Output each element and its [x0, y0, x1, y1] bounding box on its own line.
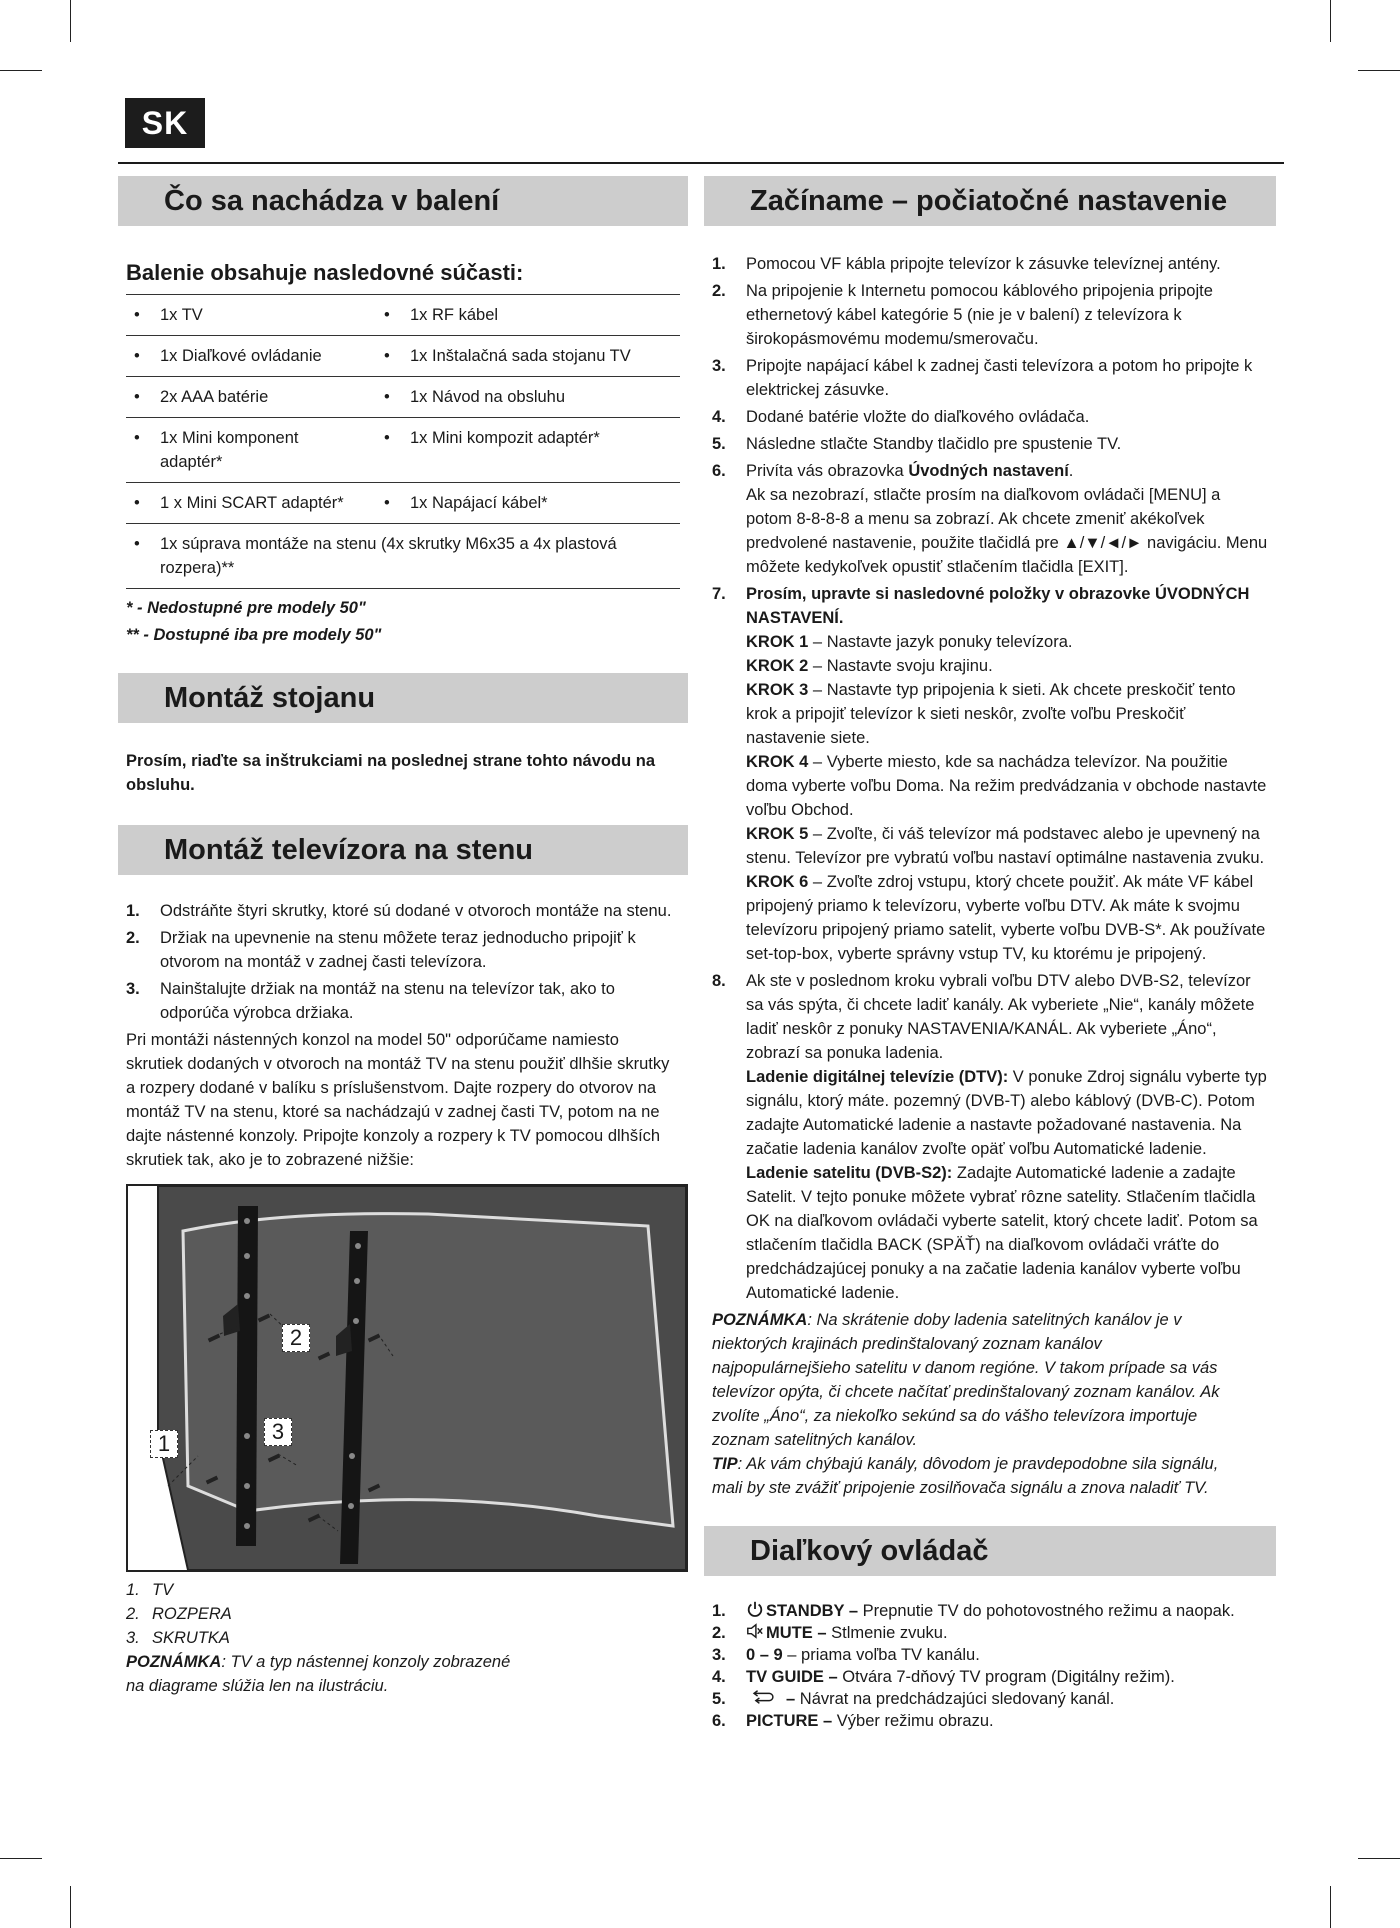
list-item: 3. Nainštalujte držiak na montáž na stenu na televízor tak, ako to odporúča výrobca držiaka.: [126, 980, 615, 1022]
list-item: 8. Ak ste v poslednom kroku vybrali voľbu DTV alebo DVB-S2, televízor sa vás spýta, či chcete ladiť kanály. Ak vyberiete „Nie“, kanály môžete ladiť neskôr z ponuky NASTAVENIA/KANÁL. Ak vyberiete „Áno“, zobrazí sa ponuka ladenia. Ladenie digitálnej televízie (DTV): V ponuke Zdroj signálu vyberte typ signálu, ktorý máte. pozemný (DVB-T) alebo káblový (DVB-C). Potom zadajte Automatické ladenie a nastavte požadované nastavenia. Na začatie ladenia kanálov zvoľte opäť voľbu Automatické ladenie. Ladenie satelitu (DVB-S2): Zadajte Automatické ladenie a zadajte Satelit. V tejto ponuke môžete vybrať rôzne satelity. Stlačením tlačidla OK na diaľkovom ovládači vyberte satelit, ktorý chcete ladiť. Potom sa stlačením tlačidla BACK (SPÄŤ) na diaľkovom ovládači vráťte do predchádzajúcej ponuky a na začatie ladenia kanálov vyberte voľbu Automatické ladenie.: [712, 972, 1267, 1302]
package-item: 1x RF kábel: [410, 306, 499, 324]
crop-mark: [70, 0, 71, 42]
package-table: [126, 294, 680, 589]
table-row: • 1 x Mini SCART adaptér* • 1x Napájací kábel*: [126, 483, 680, 524]
package-item: 1x Mini komponent adaptér*: [160, 429, 299, 471]
list-item: 5. Následne stlačte Standby tlačidlo pre spustenie TV.: [712, 435, 1122, 453]
list-item: 1. STANDBY – Prepnutie TV do pohotovostného režimu a naopak.: [712, 1602, 1235, 1620]
table-row: • 1x Mini komponent adaptér* • 1x Mini kompozit adaptér*: [126, 418, 680, 483]
list-item: 4. TV GUIDE – Otvára 7-dňový TV program (Digitálny režim).: [712, 1668, 1175, 1686]
crop-mark: [1358, 1858, 1400, 1859]
wall-mount-diagram: [126, 1184, 688, 1572]
section-title-setup: Začíname – počiatočné nastavenie: [704, 176, 1276, 226]
section-title-stand: Montáž stojanu: [118, 673, 688, 723]
note-label: POZNÁMKA: [126, 1653, 222, 1671]
left-column: [118, 176, 688, 1698]
crop-mark: [70, 1886, 71, 1928]
package-item: 1 x Mini SCART adaptér*: [160, 494, 344, 512]
header-rule: [118, 162, 1284, 164]
list-item: 1. Odstráňte štyri skrutky, ktoré sú dodané v otvoroch montáže na stenu.: [126, 902, 672, 920]
table-row: • 1x Diaľkové ovládanie • 1x Inštalačná sada stojanu TV: [126, 336, 680, 377]
list-item: 3. SKRUTKA: [126, 1629, 230, 1647]
note-text: : TV a typ nástennej konzoly zobrazené na diagrame slúžia len na ilustráciu.: [126, 1653, 511, 1695]
remote-list: [712, 1600, 1268, 1732]
list-item: 7. Prosím, upravte si nasledovné položky v obrazovke ÚVODNÝCH NASTAVENÍ. KROK 1 – Nastavte jazyk ponuky televízora. KROK 2 – Nastavte svoju krajinu. KROK 3 – Nastavte typ pripojenia k sieti. Ak chcete preskočiť tento krok a pripojiť televízor k sieti neskôr, zvoľte voľbu Preskočiť nastavenie siete. KROK 4 – Vyberte miesto, kde sa nachádza televízor. Na použitie doma vyberte voľbu Doma. Na režim predvádzania v obchode nastavte voľbu Obchod. KROK 5 – Zvoľte, či váš televízor má podstavec alebo je upevnený na stenu. Televízor pre vybratú voľbu nastaví optimálne nastavenia zvuku. KROK 6 – Zvoľte zdroj vstupu, ktorý chcete použiť. Ak máte VF kábel pripojený priamo k televízoru, vyberte voľbu DTV. Ak máte k svojmu televízoru pripojený priamo satelit, vyberte voľbu DVB-S*. Ak používate set-top-box, vyberte správny vstup TV, ku ktorému je pripojený.: [712, 585, 1267, 963]
list-item: 3. Pripojte napájací kábel k zadnej časti televízora a potom ho pripojte k elektrickej zásuvke.: [712, 357, 1253, 399]
list-item: 5. – Návrat na predchádzajúci sledovaný kanál.: [712, 1690, 1115, 1708]
package-item: 1x Napájací kábel*: [410, 494, 548, 512]
wall-note: [126, 1650, 526, 1698]
crop-mark: [1330, 1886, 1331, 1928]
power-icon: [746, 1600, 764, 1618]
package-note: * - Nedostupné pre modely 50": [126, 599, 366, 617]
right-column: [704, 176, 1276, 1732]
mute-icon: [746, 1622, 764, 1640]
table-row: • 1x TV • 1x RF kábel: [126, 295, 680, 336]
list-item: 4. Dodané batérie vložte do diaľkového ovládača.: [712, 408, 1090, 426]
list-item: 2. MUTE – Stlmenie zvuku.: [712, 1624, 948, 1642]
wall-mount-illustration: [128, 1186, 686, 1570]
wall-steps: [126, 899, 680, 1025]
crop-mark: [1330, 0, 1331, 42]
package-item: 1x Diaľkové ovládanie: [160, 347, 322, 365]
table-row: • 1x súprava montáže na stenu (4x skrutky M6x35 a 4x plastová rozpera)**: [126, 524, 680, 589]
table-row: • 2x AAA batérie • 1x Návod na obsluhu: [126, 377, 680, 418]
package-item: 1x Návod na obsluhu: [410, 388, 566, 406]
setup-steps: [712, 252, 1268, 1305]
section-title-remote: Diaľkový ovládač: [704, 1526, 1276, 1576]
package-subtitle: Balenie obsahuje nasledovné súčasti:: [126, 260, 524, 285]
crop-mark: [1358, 70, 1400, 71]
package-item: 1x TV: [160, 306, 203, 324]
figure-legend: [126, 1578, 680, 1650]
list-item: 2. Držiak na upevnenie na stenu môžete teraz jednoducho pripojiť k otvorom na montáž v zadnej časti televízora.: [126, 929, 636, 971]
package-item: 1x Mini kompozit adaptér*: [410, 429, 600, 447]
section-title-wall: Montáž televízora na stenu: [118, 825, 688, 875]
package-item: 1x súprava montáže na stenu (4x skrutky M6x35 a 4x plastová rozpera)**: [160, 535, 617, 577]
wall-paragraph: Pri montáži nástenných konzol na model 50" odporúčame namiesto skrutiek dodaných v otvoroch na montáž TV na stenu použiť dlhšie skrutky a rozpery dodané v balíku s príslušenstvom. Dajte rozpery do otvorov na montáž TV na stenu, ktoré sa nachádzajú v zadnej časti TV, potom na ne dajte nástenné konzoly. Pripojte konzoly a rozpery k TV pomocou dlhších skrutiek tak, ako je to zobrazené nižšie:: [126, 1031, 670, 1169]
callout-3: 3: [264, 1418, 292, 1446]
callout-1: 1: [150, 1430, 178, 1458]
list-item: 2. Na pripojenie k Internetu pomocou káblového pripojenia pripojte ethernetový kábel kategórie 5 (nie je v balení) z televízora k širokopásmovému modemu/smerovaču.: [712, 282, 1213, 348]
language-badge: SK: [125, 98, 205, 148]
package-item: 2x AAA batérie: [160, 388, 269, 406]
package-item: 1x Inštalačná sada stojanu TV: [410, 347, 631, 365]
section-title-package: Čo sa nachádza v balení: [118, 176, 688, 226]
setup-note: POZNÁMKA: Na skrátenie doby ladenia satelitných kanálov je v niektorých krajinách predinštalovaný zoznam kanálov najpopulárnejšieho satelitu v danom regióne. V takom prípade sa vás televízor opýta, či chcete načítať predinštalovaný zoznam kanálov. Ak zvolíte „Áno“, za niekoľko sekúnd sa do vášho televízora importuje zoznam satelitných kanálov. TIP: Ak vám chýbajú kanály, dôvodom je pravdepodobne sila signálu, mali by ste zvážiť pripojenie zosilňovača signálu a znova naladiť TV.: [712, 1311, 1220, 1497]
stand-text: Prosím, riaďte sa inštrukciami na poslednej strane tohto návodu na obsluhu.: [126, 752, 655, 794]
package-note: ** - Dostupné iba pre modely 50": [126, 626, 382, 644]
list-item: 2. ROZPERA: [126, 1605, 232, 1623]
list-item: 6. PICTURE – Výber režimu obrazu.: [712, 1712, 994, 1730]
return-icon: [748, 1688, 778, 1706]
crop-mark: [0, 70, 42, 71]
callout-2: 2: [282, 1324, 310, 1352]
crop-mark: [0, 1858, 42, 1859]
package-notes: [126, 595, 680, 649]
list-item: 1. TV: [126, 1581, 174, 1599]
list-item: 3. 0 – 9 – priama voľba TV kanálu.: [712, 1646, 980, 1664]
list-item: 6. Privíta vás obrazovka Úvodných nastavení. Ak sa nezobrazí, stlačte prosím na diaľkovom ovládači [MENU] a potom 8-8-8-8 a menu sa zobrazí. Ak chcete zmeniť akékoľvek predvolené nastavenie, použite tlačidlá pre ▲/▼/◄/► navigáciu. Menu môžete kedykoľvek opustiť stlačením tlačidla [EXIT].: [712, 462, 1268, 576]
list-item: 1. Pomocou VF kábla pripojte televízor k zásuvke televíznej antény.: [712, 255, 1221, 273]
